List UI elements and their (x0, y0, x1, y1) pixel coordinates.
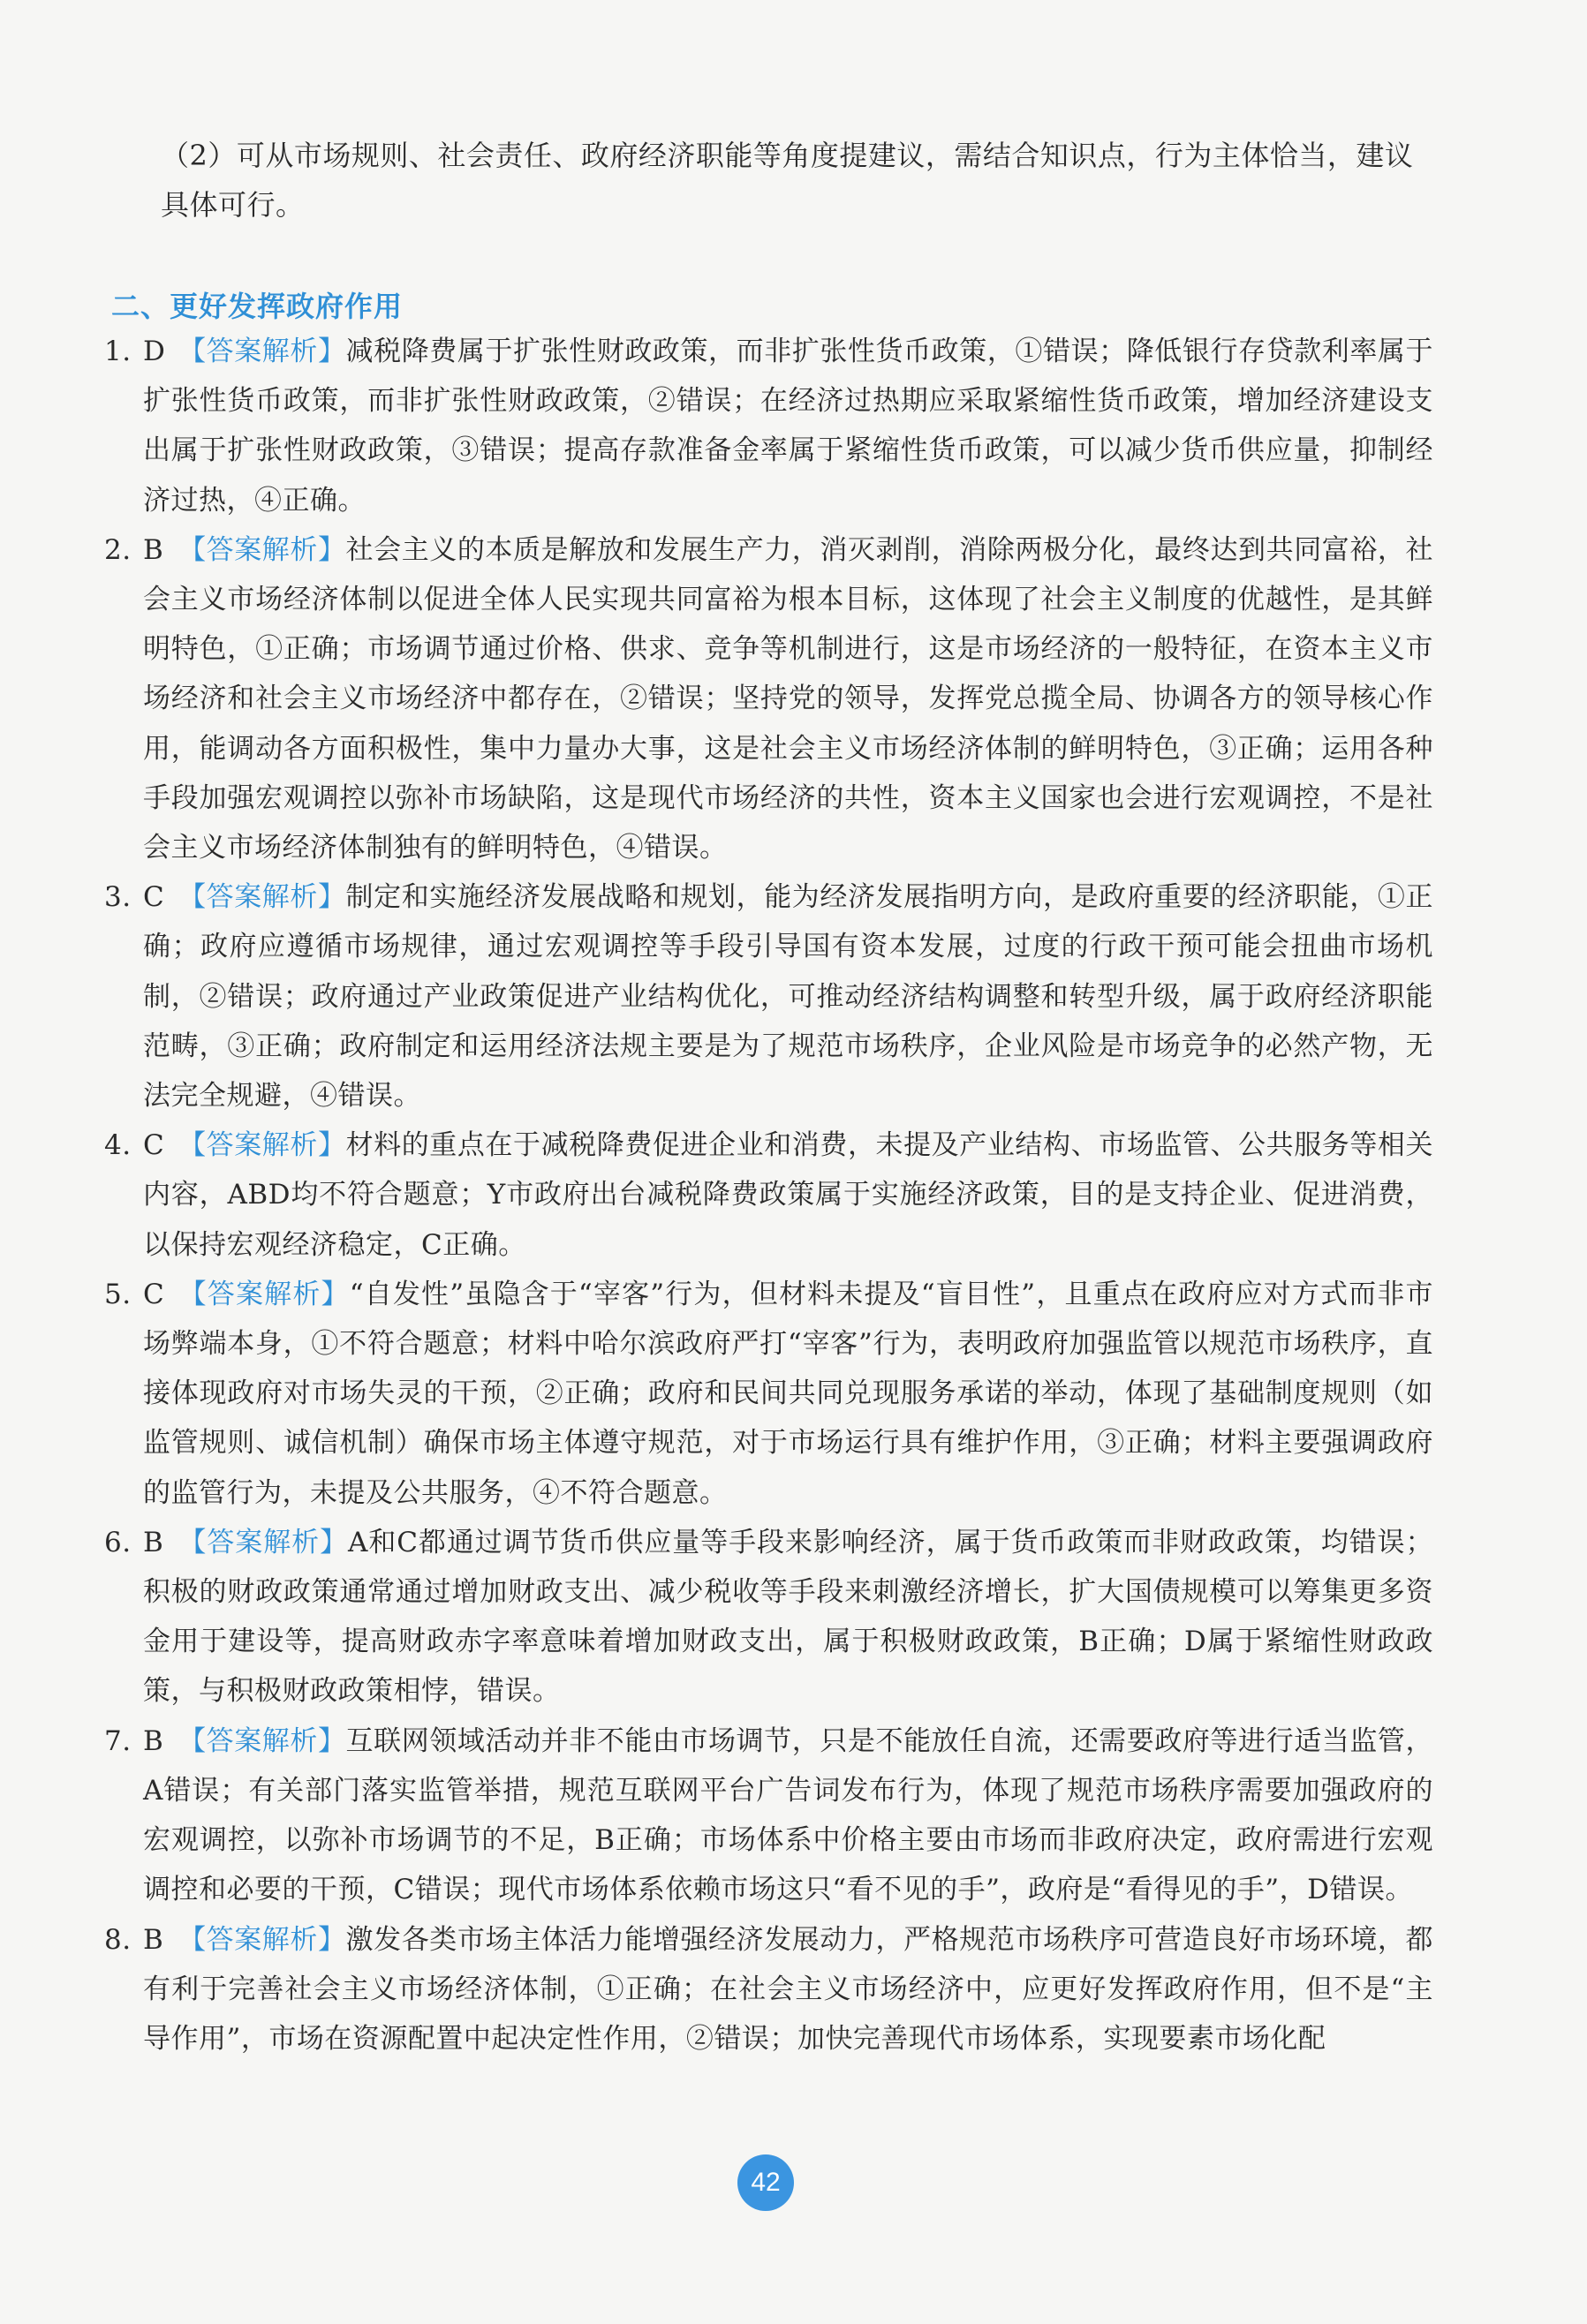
answer-choice: B (143, 533, 164, 566)
analysis-text: 材料的重点在于减税降费促进企业和消费，未提及产业结构、市场监管、公共服务等相关内容，ABD均不符合题意；Y市政府出台减税降费政策属于实施经济政策，目的是支持企业、促进消费，以保持宏观经济稳定，C正确。 (143, 1129, 1433, 1261)
answer-item-5 (104, 1270, 1433, 1518)
intro-paragraph (161, 131, 1432, 230)
answer-item-1 (104, 327, 1433, 525)
answer-item-6 (104, 1518, 1433, 1717)
answer-item-3 (104, 872, 1433, 1120)
answer-choice: B (143, 1923, 164, 1956)
analysis-text: 互联网领域活动并非不能由市场调节，只是不能放任自流，还需要政府等进行适当监管，A错误；有关部门落实监管举措，规范互联网平台广告词发布行为，体现了规范市场秩序需要加强政府的宏观调控，以弥补市场调节的不足，B正确；市场体系中价格主要由市场而非政府决定，政府需进行宏观调控和必要的干预，C错误；现代市场体系依赖市场这只“看不见的手”，政府是“看得见的手”，D错误。 (143, 1724, 1433, 1906)
section-title: 二、更好发挥政府作用 (111, 290, 404, 323)
page-number-badge: 42 (737, 2154, 794, 2211)
answer-choice: C (143, 1278, 165, 1310)
analysis-tag: 【答案解析】 (178, 1526, 349, 1558)
analysis-tag: 【答案解析】 (178, 881, 346, 914)
answer-choice: C (143, 881, 165, 914)
answer-choice: B (143, 1526, 164, 1558)
analysis-tag: 【答案解析】 (178, 1923, 346, 1956)
item-number: 7. (104, 1724, 132, 1757)
answer-item-4 (104, 1120, 1433, 1270)
analysis-tag: 【答案解析】 (178, 1278, 350, 1310)
analysis-text: 减税降费属于扩张性财政政策，而非扩张性货币政策，①错误；降低银行存贷款利率属于扩张性货币政策，而非扩张性财政政策，②错误；在经济过热期应采取紧缩性货币政策，增加经济建设支出属于扩张性财政政策，③错误；提高存款准备金率属于紧缩性货币政策，可以减少货币供应量，抑制经济过热，④正确。 (143, 336, 1433, 517)
item-number: 4. (104, 1129, 132, 1162)
analysis-tag: 【答案解析】 (178, 533, 346, 566)
answer-choice: D (143, 336, 166, 367)
answer-item-8 (104, 1915, 1433, 2064)
analysis-text: 社会主义的本质是解放和发展生产力，消灭剥削，消除两极分化，最终达到共同富裕，社会主义市场经济体制以促进全体人民实现共同富裕为根本目标，这体现了社会主义制度的优越性，是其鲜明特色，①正确；市场调节通过价格、供求、竞争等机制进行，这是市场经济的一般特征，在资本主义市场经济和社会主义市场经济中都存在，②错误；坚持党的领导，发挥党总揽全局、协调各方的领导核心作用，能调动各方面积极性，集中力量办大事，这是社会主义市场经济体制的鲜明特色，③正确；运用各种手段加强宏观调控以弥补市场缺陷，这是现代市场经济的共性，资本主义国家也会进行宏观调控，不是社会主义市场经济体制独有的鲜明特色，④错误。 (143, 533, 1433, 864)
analysis-text: 制定和实施经济发展战略和规划，能为经济发展指明方向，是政府重要的经济职能，①正确；政府应遵循市场规律，通过宏观调控等手段引导国有资本发展，过度的行政干预可能会扭曲市场机制，②错误；政府通过产业政策促进产业结构优化，可推动经济结构调整和转型升级，属于政府经济职能范畴，③正确；政府制定和运用经济法规主要是为了规范市场秩序，企业风险是市场竞争的必然产物，无法完全规避，④错误。 (143, 881, 1433, 1113)
intro-text: （2）可从市场规则、社会责任、政府经济职能等角度提建议，需结合知识点，行为主体恰当，建议具体可行。 (161, 139, 1414, 222)
answer-item-7 (104, 1717, 1433, 1915)
answer-choice: C (143, 1129, 165, 1162)
analysis-text: A和C都通过调节货币供应量等手段来影响经济，属于货币政策而非财政政策，均错误；积极的财政政策通常通过增加财政支出、减少税收等手段来刺激经济增长，扩大国债规模可以筹集更多资金用于建设等，提高财政赤字率意味着增加财政支出，属于积极财政政策，B正确；D属于紧缩性财政政策，与积极财政政策相悖，错误。 (143, 1526, 1433, 1708)
analysis-tag: 【答案解析】 (178, 336, 346, 367)
item-number: 2. (104, 533, 132, 566)
analysis-tag: 【答案解析】 (178, 1129, 346, 1162)
item-number: 6. (104, 1526, 132, 1558)
answer-list (104, 327, 1433, 2064)
answer-choice: B (143, 1724, 164, 1757)
item-number: 8. (104, 1923, 132, 1956)
answer-item-2 (104, 525, 1433, 872)
item-number: 1. (104, 336, 132, 367)
analysis-tag: 【答案解析】 (178, 1724, 346, 1757)
analysis-text: “自发性”虽隐含于“宰客”行为，但材料未提及“盲目性”，且重点在政府应对方式而非市场弊端本身，①不符合题意；材料中哈尔滨政府严打“宰客”行为，表明政府加强监管以规范市场秩序，直接体现政府对市场失灵的干预，②正确；政府和民间共同兑现服务承诺的举动，体现了基础制度规则（如监管规则、诚信机制）确保市场主体遵守规范，对于市场运行具有维护作用，③正确；材料主要强调政府的监管行为，未提及公共服务，④不符合题意。 (143, 1278, 1434, 1509)
item-number: 5. (104, 1278, 132, 1310)
analysis-text: 激发各类市场主体活力能增强经济发展动力，严格规范市场秩序可营造良好市场环境，都有利于完善社会主义市场经济体制，①正确；在社会主义市场经济中，应更好发挥政府作用，但不是“主导作用”，市场在资源配置中起决定性作用，②错误；加快完善现代市场体系，实现要素市场化配 (143, 1923, 1433, 2055)
item-number: 3. (104, 881, 132, 914)
